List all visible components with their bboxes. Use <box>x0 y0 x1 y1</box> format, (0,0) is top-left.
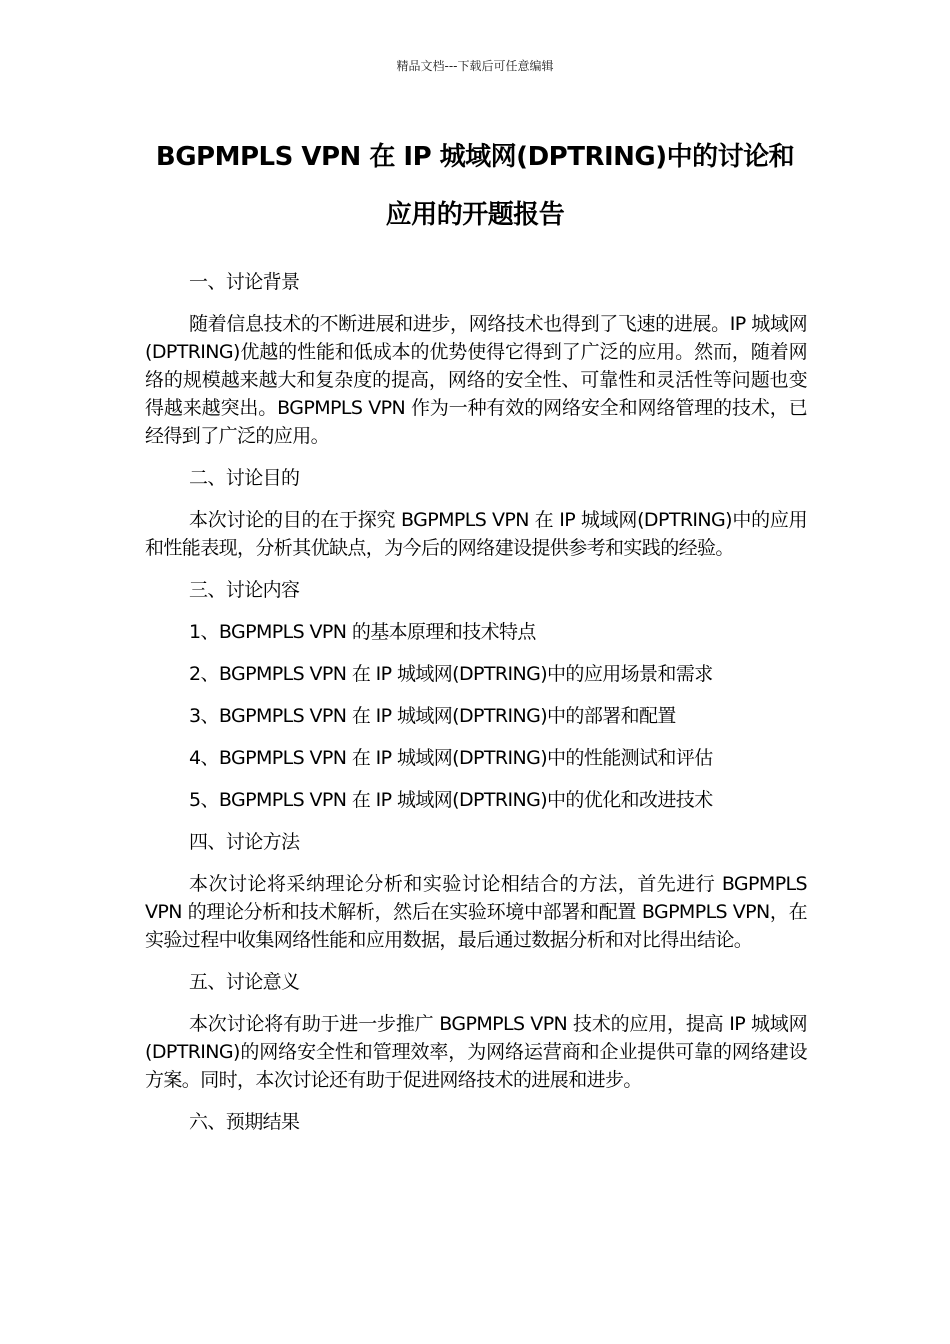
content-list-item: 5、BGPMPLS VPN 在 IP 城域网(DPTRING)中的优化和改进技术 <box>189 789 713 811</box>
document-title-line-2: 应用的开题报告 <box>385 200 565 230</box>
content-list-item: 2、BGPMPLS VPN 在 IP 城域网(DPTRING)中的应用场景和需求 <box>189 663 713 685</box>
section-heading-expected: 六、预期结果 <box>189 1111 300 1133</box>
section-heading-method: 四、讨论方法 <box>189 831 300 853</box>
document-title-line-1: BGPMPLS VPN 在 IP 城域网(DPTRING)中的讨论和 <box>155 142 795 172</box>
content-list-item: 3、BGPMPLS VPN 在 IP 城域网(DPTRING)中的部署和配置 <box>189 705 676 727</box>
section-heading-background: 一、讨论背景 <box>189 271 300 293</box>
section-heading-content: 三、讨论内容 <box>189 579 300 601</box>
content-list-item: 4、BGPMPLS VPN 在 IP 城域网(DPTRING)中的性能测试和评估 <box>189 747 713 769</box>
section-body-background: 随着信息技术的不断进展和进步，网络技术也得到了飞速的进展。IP 城域网(DPTRING)优越的性能和低成本的优势使得它得到了广泛的应用。然而，随着网络的规模越来越大和复杂度的提高，网络的安全性、可靠性和灵活性等问题也变得越来越突出。BGPMPLS VPN 作为一种有效的网络安全和网络管理的技术，已经得到了广泛的应用。 <box>145 313 807 447</box>
document-body <box>145 268 807 1136</box>
content-list-item: 1、BGPMPLS VPN 的基本原理和技术特点 <box>189 621 536 643</box>
section-body-significance: 本次讨论将有助于进一步推广 BGPMPLS VPN 技术的应用，提高 IP 城域网(DPTRING)的网络安全性和管理效率，为网络运营商和企业提供可靠的网络建设方案。同时，本次讨论还有助于促进网络技术的进展和进步。 <box>145 1013 807 1091</box>
section-body-method: 本次讨论将采纳理论分析和实验讨论相结合的方法，首先进行 BGPMPLS VPN 的理论分析和技术解析，然后在实验环境中部署和配置 BGPMPLS VPN，在实验过程中收集网络性能和应用数据，最后通过数据分析和对比得出结论。 <box>145 873 807 951</box>
page-header: 精品文档---下载后可任意编辑 <box>396 59 554 73</box>
section-body-purpose: 本次讨论的目的在于探究 BGPMPLS VPN 在 IP 城域网(DPTRING)中的应用和性能表现，分析其优缺点，为今后的网络建设提供参考和实践的经验。 <box>145 509 807 559</box>
section-heading-purpose: 二、讨论目的 <box>189 467 300 489</box>
section-heading-significance: 五、讨论意义 <box>189 971 300 993</box>
document-title <box>120 128 830 244</box>
